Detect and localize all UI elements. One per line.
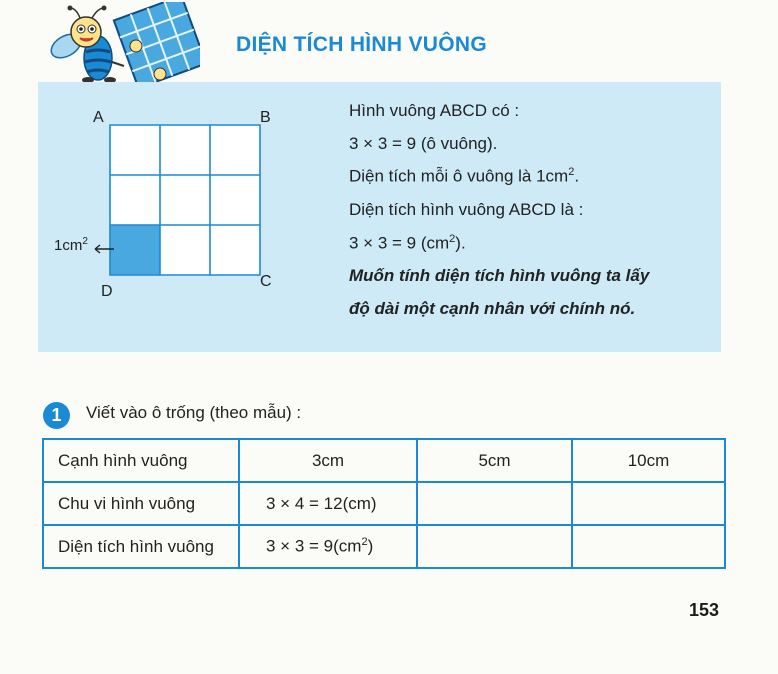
vertex-d-label: D	[101, 283, 113, 300]
vertex-c-label: C	[260, 273, 272, 290]
info-line-2: 3 × 3 = 9 (ô vuông).	[349, 134, 498, 153]
info-line-3: Diện tích mỗi ô vuông là $1cm^2$.	[349, 166, 580, 186]
table-cell: 3cm	[239, 439, 417, 482]
blank-answer-cell[interactable]	[572, 482, 725, 525]
table-row	[43, 482, 725, 525]
row-header-area: Diện tích hình vuông	[43, 525, 239, 568]
unit-area-label: $1cm^2$	[54, 236, 88, 254]
table-row	[43, 525, 725, 568]
info-line-1: Hình vuông ABCD có :	[349, 101, 520, 120]
table-cell: 5cm	[417, 439, 572, 482]
bee-mascot-icon	[40, 2, 200, 84]
vertex-b-label: B	[260, 109, 271, 126]
table-cell: 3 × 4 = 12(cm)	[239, 482, 417, 525]
info-line-5: 3 × 3 = 9 $(cm^2)$.	[349, 233, 466, 253]
row-header-side: Cạnh hình vuông	[43, 439, 239, 482]
exercise-table	[42, 438, 726, 569]
unit-square-shaded	[110, 225, 160, 275]
exercise-instruction: Viết vào ô trống (theo mẫu) :	[86, 403, 302, 422]
page-title: DIỆN TÍCH HÌNH VUÔNG	[236, 33, 488, 56]
info-line-4: Diện tích hình vuông ABCD là :	[349, 200, 584, 219]
row-header-perimeter: Chu vi hình vuông	[43, 482, 239, 525]
vertex-a-label: A	[93, 109, 104, 126]
page-number: 153	[689, 600, 720, 620]
table-cell: $3 \times 3 = 9(cm^2)$	[239, 525, 417, 568]
rule-line-2: độ dài một cạnh nhân với chính nó.	[349, 299, 636, 318]
rule-line-1: Muốn tính diện tích hình vuông ta lấy	[349, 266, 650, 285]
square-grid	[100, 115, 280, 295]
blank-answer-cell[interactable]	[417, 525, 572, 568]
blank-answer-cell[interactable]	[572, 525, 725, 568]
arrow-left-icon	[92, 243, 116, 255]
blank-answer-cell[interactable]	[417, 482, 572, 525]
table-row	[43, 439, 725, 482]
exercise-number-badge: 1	[43, 402, 70, 429]
table-cell: 10cm	[572, 439, 725, 482]
